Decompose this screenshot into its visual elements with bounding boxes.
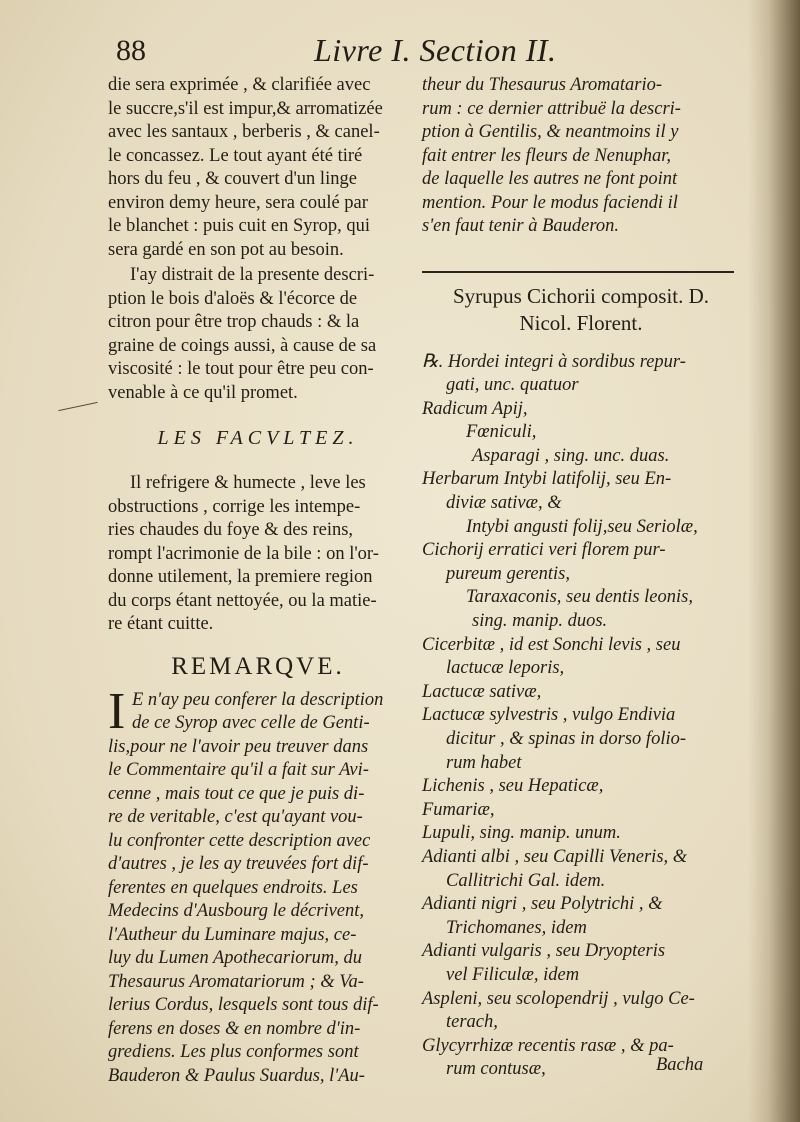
- recipe-line: Taraxaconis, seu dentis leonis,: [466, 587, 693, 608]
- text-line: rum : ce dernier attribuë la descri-: [422, 98, 681, 119]
- text-line: obstructions , corrige les intempe-: [108, 496, 361, 517]
- recipe-line: terach,: [446, 1012, 498, 1033]
- text-line: ption le bois d'aloës & l'écorce de: [108, 288, 358, 309]
- text-line: de laquelle les autres ne font point: [422, 169, 678, 189]
- text-line: Il refrigere & humecte , leve les: [130, 473, 366, 493]
- text-line: theur du Thesaurus Aromatario-: [422, 75, 663, 95]
- recipe-line: Fœniculi,: [466, 422, 537, 443]
- recipe-line: gati, unc. quatuor: [446, 375, 579, 396]
- recipe-line: Adianti nigri , seu Polytrichi , &: [422, 894, 663, 915]
- text-line: luy du Lumen Apothecariorum, du: [108, 948, 363, 968]
- remarque-text: [108, 682, 408, 1089]
- recipe-title-line: Syrupus Cichorii composit. D.: [452, 283, 710, 308]
- intro-paragraph: [108, 74, 408, 262]
- recipe-title-line: Nicol. Florent.: [519, 310, 643, 335]
- text-line: sera gardé en son pot au besoin.: [108, 239, 344, 260]
- text-line: ries chaudes du foye & des reins,: [108, 520, 354, 540]
- omission-paragraph: [108, 264, 408, 405]
- page-number: 88: [116, 34, 146, 67]
- text-line: ption à Gentilis, & neantmoins il y: [422, 122, 679, 142]
- recipe-line: pureum gerentis,: [446, 563, 570, 584]
- text-line: le concassez. Le tout ayant été tiré: [108, 145, 363, 166]
- recipe-line: Trichomanes, idem: [446, 917, 587, 938]
- text-line: graine de coings aussi, à cause de sa: [108, 335, 377, 356]
- text-line: ferens en doses & en nombre d'in-: [108, 1018, 361, 1039]
- recipe-line: Lupuli, sing. manip. unum.: [422, 823, 621, 844]
- recipe-line: vel Filiculæ, idem: [446, 964, 580, 985]
- text-line: grediens. Les plus conformes sont: [108, 1042, 359, 1062]
- recipe-line: Lactucæ sativæ,: [422, 681, 542, 702]
- text-line: citron pour être trop chauds : & la: [108, 312, 360, 332]
- recipe-line: lactucæ leporis,: [446, 658, 565, 679]
- remarque-heading: REMARQVE.: [171, 652, 345, 680]
- facultez-paragraph: [108, 472, 408, 637]
- recipe-line: Aspleni, seu scolopendrij , vulgo Ce-: [422, 988, 695, 1009]
- recipe-line: Lichenis , seu Hepaticæ,: [422, 776, 604, 797]
- running-head: Livre I. Section II.: [314, 32, 557, 68]
- recipe-line: ℞. Hordei integri à sordibus repur-: [422, 351, 686, 372]
- text-line: le succre,s'il est impur,& arromatizée: [108, 98, 383, 119]
- recipe-line: dicitur , & spinas in dorso folio-: [446, 729, 687, 749]
- text-line: lerius Cordus, lesquels sont tous dif-: [108, 995, 379, 1015]
- recipe-line: sing. manip. duos.: [472, 611, 608, 632]
- recipe-line: Glycyrrhizæ recentis rasæ , & pa-: [422, 1035, 674, 1056]
- text-line: d'autres , je les ay treuvées fort dif-: [108, 854, 369, 874]
- recipe-line: rum habet: [446, 752, 522, 773]
- text-line: de ce Syrop avec celle de Genti-: [132, 713, 370, 733]
- text-line: I'ay distrait de la presente descri-: [130, 265, 375, 285]
- text-line: lis,pour ne l'avoir peu treuver dans: [108, 736, 369, 757]
- recipe-line: Cichorij erratici veri florem pur-: [422, 540, 666, 561]
- section-divider-rule: [422, 271, 734, 273]
- text-line: donne utilement, la premiere region: [108, 567, 373, 587]
- recipe-line: diviæ sativæ, &: [446, 493, 562, 514]
- text-line: hors du feu , & couvert d'un linge: [108, 169, 357, 189]
- remarque-paragraph: [108, 682, 408, 1089]
- recipe-line: Asparagi , sing. unc. duas.: [472, 445, 670, 466]
- text-line: Medecins d'Ausbourg le décrivent,: [108, 901, 365, 921]
- text-line: viscosité : le tout pour être peu con-: [108, 359, 374, 379]
- text-line: re de veritable, c'est qu'ayant vou-: [108, 807, 363, 827]
- text-line: cenne , mais tout ce que je puis di-: [108, 783, 365, 804]
- recipe-line: Callitrichi Gal. idem.: [446, 870, 606, 891]
- page-header: [110, 30, 740, 80]
- recipe-title: [422, 283, 740, 337]
- recipe-line: Adianti vulgaris , seu Dryopteris: [422, 941, 666, 962]
- recipe-line: Lactucæ sylvestris , vulgo Endivia: [422, 705, 676, 726]
- drop-cap: I: [108, 682, 126, 740]
- recipe-line: Intybi angusti folij,seu Seriolæ,: [466, 516, 698, 537]
- recipe-line: Cicerbitæ , id est Sonchi levis , seu: [422, 634, 681, 655]
- recipe-line: rum contusæ,: [446, 1059, 546, 1080]
- text-line: avec les santaux , berberis , & canel-: [108, 122, 380, 142]
- recipe-line: Adianti albi , seu Capilli Veneris, &: [422, 846, 688, 867]
- text-line: mention. Pour le modus faciendi il: [422, 192, 678, 213]
- left-column: [108, 74, 408, 1088]
- text-line: rompt l'acrimonie de la bile : on l'or-: [108, 543, 379, 564]
- text-line: Thesaurus Aromatariorum ; & Va-: [108, 971, 364, 992]
- text-line: die sera exprimée , & clarifiée avec: [108, 75, 371, 95]
- text-line: ferentes en quelques endroits. Les: [108, 877, 358, 898]
- text-line: du corps étant nettoyée, ou la matie-: [108, 590, 377, 611]
- text-line: environ demy heure, sera coulé par: [108, 192, 368, 213]
- facultez-heading: LES FACVLTEZ.: [157, 427, 359, 449]
- text-line: l'Autheur du Luminare majus, ce-: [108, 924, 357, 945]
- margin-pen-mark: [58, 402, 97, 411]
- catchword: Bacha: [656, 1055, 704, 1075]
- page-edge-shadow: [748, 0, 800, 1122]
- text-line: re étant cuitte.: [108, 614, 214, 634]
- text-line: Bauderon & Paulus Suardus, l'Au-: [108, 1065, 365, 1086]
- recipe-line: Radicum Apij,: [422, 398, 528, 419]
- text-line: venable à ce qu'il promet.: [108, 382, 298, 403]
- text-line: s'en faut tenir à Bauderon.: [422, 216, 619, 236]
- recipe-ingredient-list: [422, 351, 740, 1082]
- text-line: fait entrer les fleurs de Nenuphar,: [422, 145, 672, 166]
- recipe-line: Herbarum Intybi latifolij, seu En-: [422, 469, 672, 490]
- text-line: le blanchet : puis cuit en Syrop, qui: [108, 216, 371, 236]
- right-column: [422, 74, 740, 1082]
- text-line: E n'ay peu conferer la description: [132, 689, 384, 710]
- text-line: le Commentaire qu'il a fait sur Avi-: [108, 760, 369, 780]
- text-line: lu confronter cette description avec: [108, 830, 371, 851]
- recipe-line: Fumariæ,: [422, 799, 495, 820]
- continuation-paragraph: [422, 74, 740, 239]
